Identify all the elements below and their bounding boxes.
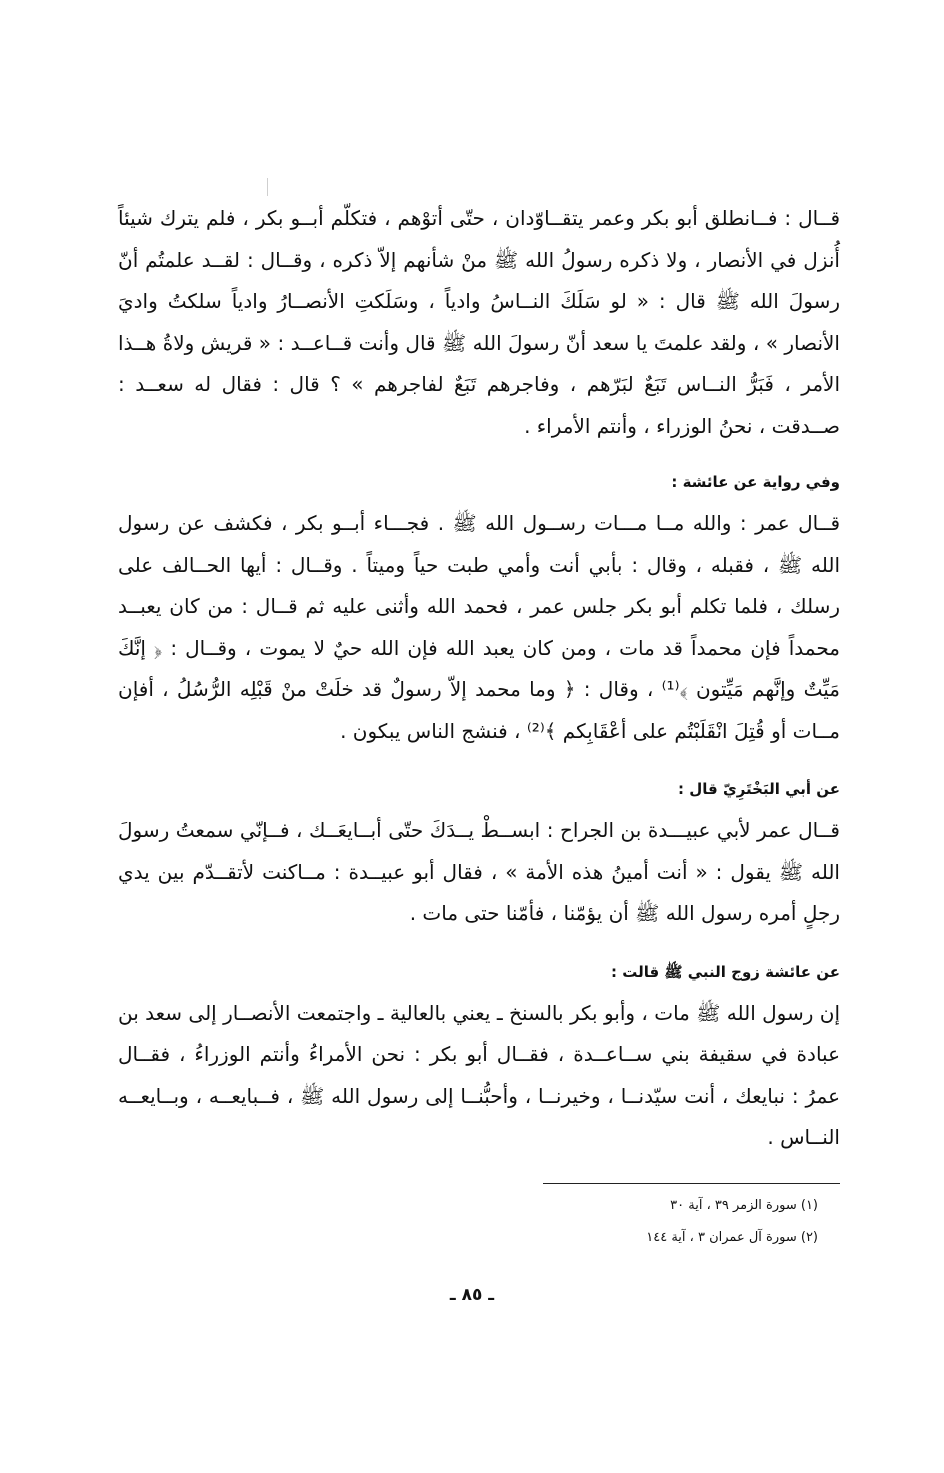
- footnote-2: (٢) سورة آل عمران ٣ ، آية ١٤٤: [646, 1230, 818, 1245]
- section-heading-aisha-wife: عن عائشة زوج النبي ﷺ قالت :: [611, 962, 840, 981]
- section-heading-aisha-narration: وفي رواية عن عائشة :: [671, 473, 840, 491]
- paragraph-2: قــال عمر : والله مــا مـــات رســول الله ﷺ . فجـــاء أبــو بكر ، فكشف عن رسول الله ﷺ ، فقبله ، وقال : بأبي أنت وأمي طبت حياً وميتاً . وقــال : أيها الحــالف على رسلك ، فلما تكلم أبو بكر جلس عمر ، فحمد الله وأثنى عليه ثم قــال : من كان يعبــد محمداً فإن محمداً قد مات ، ومن كان يعبد الله فإن الله حيٌ لا يموت ، وقــال : ﴿ إنَّكَ مَيِّتٌ وإنَّهم مَيِّتون ﴾⁽¹⁾ ، وقال : ﴿ وما محمد إلاّ رسولٌ قد خلَتْ منْ قَبْلِه الرُّسُلُ ، أفإن مــات أو قُتِلَ انْقَلَبْتُم على أعْقَابِكم ﴾⁽²⁾ ، فنشج الناس يبكون .: [118, 511, 840, 743]
- paragraph-1: قــال : فــانطلق أبو بكر وعمر يتقــاوّدان ، حتّى أتوْهم ، فتكلّم أبــو بكر ، فلم يترك شيئاً أُنزل في الأنصار ، ولا ذكره رسولُ الله ﷺ منْ شأنهم إلاّ ذكره ، وقــال : لقــد علمتُم أنّ رسولَ الله ﷺ قال : « لو سَلَكَ النــاسُ وادياً ، وسَلَكتِ الأنصــارُ وادياً سلكتُ واديَ الأنصار » ، ولقد علمتَ يا سعد أنّ رسولَ الله ﷺ قال وأنت قــاعــد : « قريش ولاةُ هــذا الأمر ، فَبَرُّ النــاس تَبَعٌ لبَرّهم ، وفاجرهم تَبَعٌ لفاجرهم » ؟ قال : فقال له سعــد : صــدقت ، نحنُ الوزراء ، وأنتم الأمراء .: [118, 206, 840, 438]
- footnote-divider: [543, 1183, 840, 1184]
- page-body: [118, 198, 840, 1159]
- scan-mark: [267, 178, 268, 196]
- paragraph-4: إن رسول الله ﷺ مات ، وأبو بكر بالسنخ ـ يعني بالعالية ـ واجتمعت الأنصــار إلى سعد بن عبادة في سقيفة بني ســاعــدة ، فقــال أبو بكر : نحن الأمراءُ وأنتم الوزراءُ ، فقــال عمرُ : نبايعك ، أنت سيّدنــا ، وخيرنــا ، وأحبُّنــا إلى رسول الله ﷺ ، فــبايعــه ، وبــايعــه النــاس .: [118, 1000, 840, 1149]
- paragraph-3: قــال عمر لأبي عبيـــدة بن الجراح : ابســطْ يــدَكَ حتّى أبــايعَــك ، فــإنّي سمعتُ رسولَ الله ﷺ يقول : « أنت أمينُ هذه الأمة » ، فقال أبو عبيــدة : مــاكنت لأتقــدّم بين يدي رجلٍ أمره رسول الله ﷺ أن يؤمّنا ، فأمّنا حتى مات .: [118, 818, 840, 925]
- footnotes: [518, 1190, 818, 1254]
- footnote-1: (١) سورة الزمر ٣٩ ، آية ٣٠: [670, 1198, 818, 1213]
- page-number: ـ ٨٥ ـ: [449, 1285, 495, 1305]
- section-heading-abu-bakhtari: عن أبي البَخْتَرِيّ قال :: [678, 780, 840, 798]
